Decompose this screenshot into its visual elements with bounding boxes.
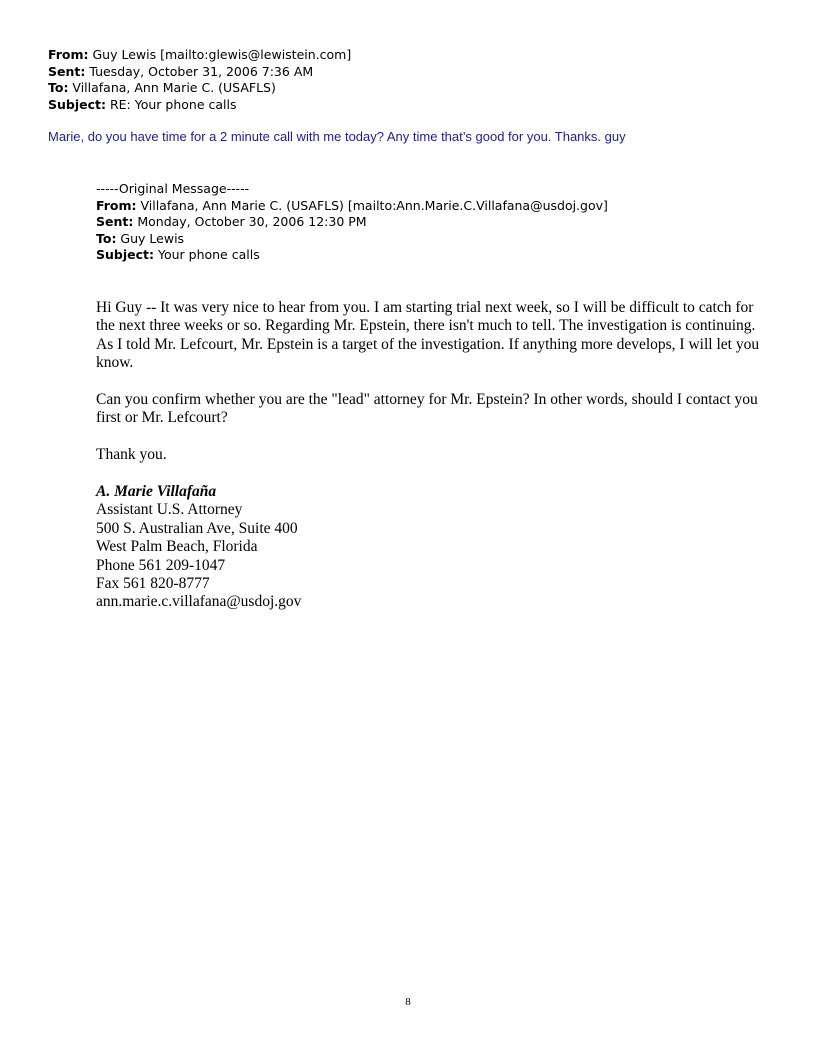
subject-value: RE: Your phone calls	[106, 96, 237, 112]
body-paragraph-3: Thank you.	[96, 446, 167, 464]
email-header	[48, 47, 351, 113]
from-label: From:	[48, 47, 89, 62]
header-subject	[48, 97, 351, 114]
original-sent	[96, 214, 608, 231]
signature-name: A. Marie Villafaña	[96, 483, 217, 501]
original-to	[96, 231, 608, 248]
body-paragraph-2: Can you confirm whether you are the "lead" attorney for Mr. Epstein? In other words, should I contact you first or Mr. Lefcourt?	[96, 391, 758, 427]
sent-value: Tuesday, October 31, 2006 7:36 AM	[85, 63, 314, 79]
header-to	[48, 80, 351, 97]
original-subject-label: Subject:	[96, 247, 154, 262]
original-from-value: Villafana, Ann Marie C. (USAFLS) [mailto:Ann.Marie.C.Villafana@usdoj.gov]	[136, 197, 608, 213]
original-subject	[96, 247, 608, 264]
signature-email: ann.marie.c.villafana@usdoj.gov	[96, 593, 302, 611]
original-to-value: Guy Lewis	[116, 230, 185, 246]
page-number: 8	[405, 996, 411, 1008]
signature-fax: Fax 561 820-8777	[96, 575, 210, 593]
original-from	[96, 198, 608, 215]
subject-label: Subject:	[48, 96, 106, 112]
original-sent-value: Monday, October 30, 2006 12:30 PM	[133, 214, 367, 229]
signature-address: 500 S. Australian Ave, Suite 400	[96, 519, 298, 537]
from-value: Guy Lewis [mailto:glewis@lewistein.com]	[88, 47, 352, 62]
signature-phone: Phone 561 209-1047	[96, 556, 226, 574]
original-subject-value: Your phone calls	[154, 247, 260, 262]
message-body	[96, 299, 764, 612]
reply-message: Marie, do you have time for a 2 minute call with me today? Any time that’s good for you. Thanks. guy	[48, 129, 626, 144]
to-label: To:	[48, 80, 69, 95]
original-from-label: From:	[96, 197, 137, 213]
original-separator: -----Original Message-----	[96, 181, 250, 196]
header-sent	[48, 64, 351, 81]
header-from	[48, 47, 351, 64]
signature-city: West Palm Beach, Florida	[96, 538, 258, 556]
original-message-header	[96, 181, 608, 264]
original-to-label: To:	[96, 230, 117, 246]
signature-title: Assistant U.S. Attorney	[96, 501, 243, 519]
body-paragraph-1: Hi Guy -- It was very nice to hear from you. I am starting trial next week, so I will be difficult to catch for the next three weeks or so. Regarding Mr. Epstein, there isn't much to tell. The investigation is continuing. As I told Mr. Lefcourt, Mr. Epstein is a target of the investigation. If anything more develops, I will let you know.	[96, 299, 760, 372]
to-value: Villafana, Ann Marie C. (USAFLS)	[68, 80, 276, 95]
signature-block	[96, 483, 764, 612]
original-sent-label: Sent:	[96, 214, 134, 229]
sent-label: Sent:	[48, 63, 86, 79]
